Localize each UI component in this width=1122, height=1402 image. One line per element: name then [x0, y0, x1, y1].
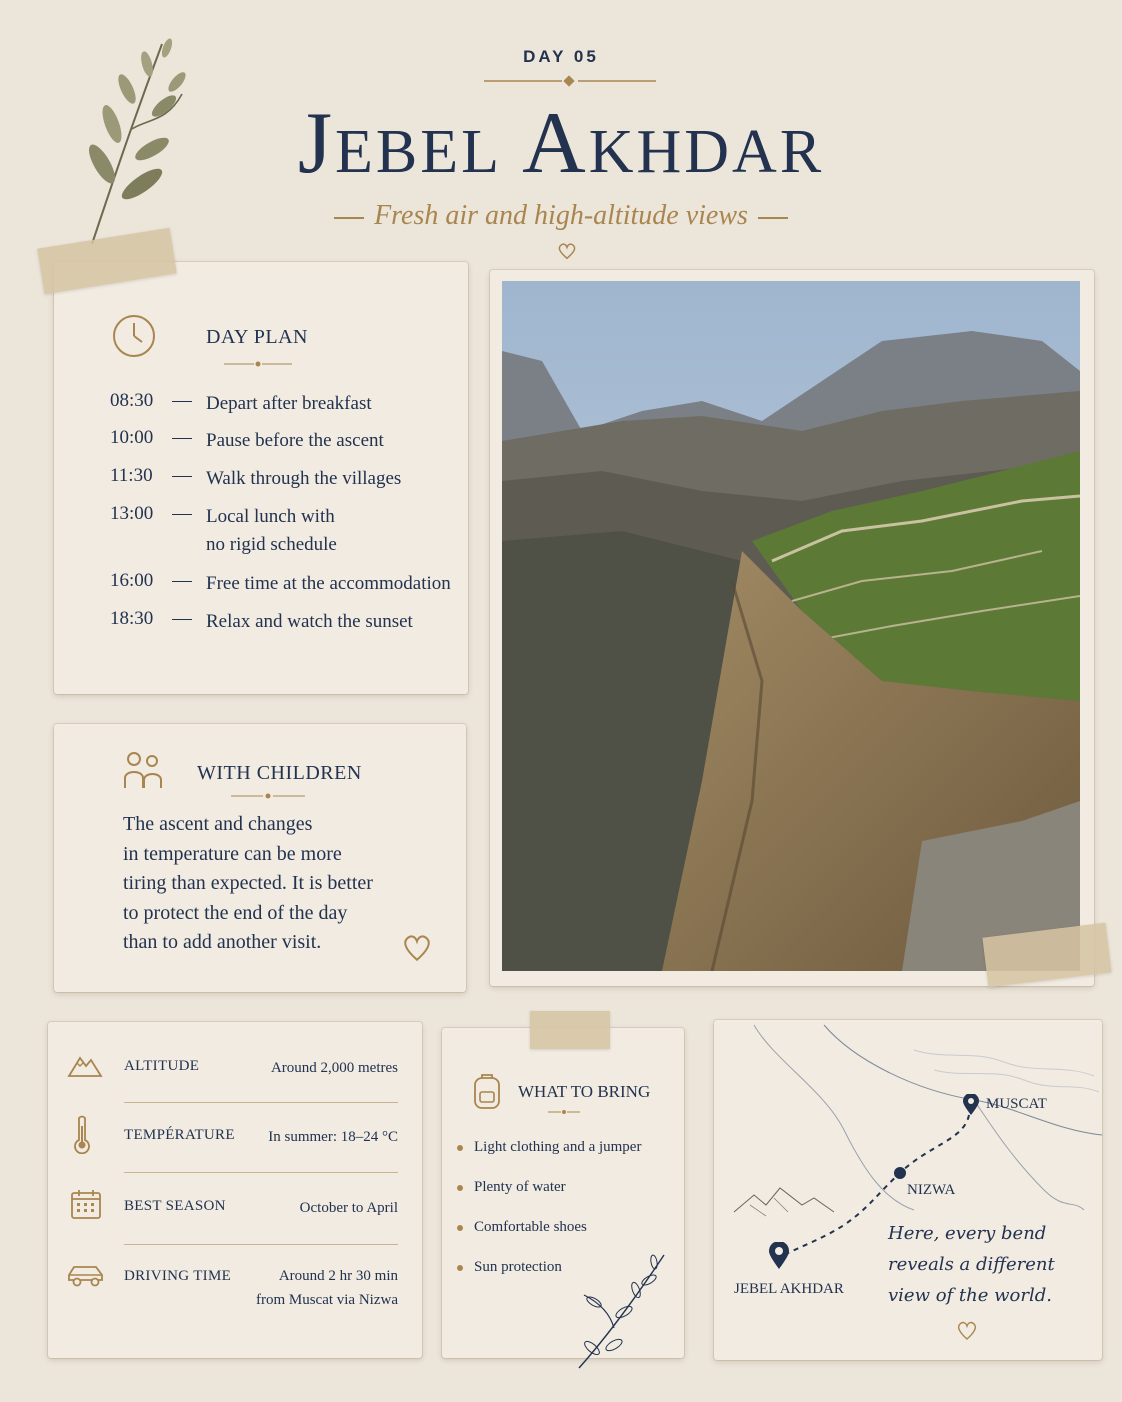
bullet: [457, 1225, 463, 1231]
fact-label: TEMPÉRATURE: [124, 1127, 235, 1143]
location-pin-icon: [962, 1094, 980, 1116]
tape-strip: [530, 1011, 610, 1049]
plan-time: 16:00: [110, 570, 154, 591]
heading-divider: [548, 1107, 580, 1117]
map-label-muscat: MUSCAT: [986, 1096, 1047, 1112]
fact-value: October to April: [299, 1200, 398, 1216]
children-heading: WITH CHILDREN: [197, 762, 362, 784]
bring-item: Comfortable shoes: [474, 1219, 587, 1235]
plan-text: Relax and watch the sunset: [206, 611, 413, 632]
calendar-icon: [70, 1188, 102, 1220]
plan-text: Pause before the ascent: [206, 430, 384, 451]
fact-value: In summer: 18–24 °C: [268, 1129, 398, 1145]
day-plan-heading: DAY PLAN: [206, 326, 308, 348]
bring-heading: WHAT TO BRING: [518, 1082, 651, 1101]
fact-value-line: Around 2 hr 30 min: [278, 1268, 398, 1284]
map-label-nizwa: NIZWA: [907, 1182, 956, 1198]
children-text: [123, 810, 413, 958]
header-divider: [484, 74, 656, 88]
children-line: to protect the end of the day: [123, 901, 348, 924]
fact-label: ALTITUDE: [124, 1058, 200, 1074]
plan-text: Free time at the accommodation: [206, 573, 451, 594]
children-line: tiring than expected. It is better: [123, 872, 373, 894]
heart-icon: [556, 240, 578, 262]
bullet: [457, 1265, 463, 1271]
clock-icon: [111, 313, 157, 359]
fact-divider: [124, 1244, 398, 1245]
fact-value: [256, 1264, 398, 1312]
page-title: Jebel Akhdar: [297, 95, 825, 192]
plan-text: Local lunch with: [206, 506, 335, 527]
car-icon: [66, 1262, 106, 1288]
map-dot: [893, 1166, 907, 1180]
map-quote: [888, 1218, 1088, 1311]
bring-item: Plenty of water: [474, 1179, 566, 1195]
fact-value: Around 2,000 metres: [270, 1060, 398, 1076]
fact-divider: [124, 1102, 398, 1103]
fact-divider: [124, 1172, 398, 1173]
plan-time: 08:30: [110, 390, 154, 411]
bullet: [457, 1185, 463, 1191]
fact-label: BEST SEASON: [124, 1198, 226, 1214]
plan-time: 11:30: [110, 465, 153, 486]
subtitle-text: Fresh air and high-altitude views: [374, 200, 748, 231]
mountain-photo: [502, 281, 1080, 971]
heading-divider: [231, 791, 305, 801]
map-label-jebel: JEBEL AKHDAR: [734, 1281, 844, 1297]
heading-divider: [224, 359, 292, 369]
leaf-sprig-icon: [72, 34, 190, 246]
heart-icon: [955, 1316, 979, 1344]
quote-line: Here, every bend: [888, 1223, 1047, 1244]
plan-text: Depart after breakfast: [206, 393, 372, 414]
fact-label: DRIVING TIME: [124, 1268, 232, 1284]
day-label: DAY 05: [523, 47, 599, 66]
plan-text-continued: no rigid schedule: [206, 534, 337, 555]
plan-time: 18:30: [110, 608, 154, 629]
plan-text: Walk through the villages: [206, 468, 402, 489]
children-line: The ascent and changes: [123, 813, 313, 835]
quote-line: reveals a different: [888, 1254, 1055, 1275]
fact-value-line: from Muscat via Nizwa: [255, 1292, 398, 1308]
family-icon: [122, 750, 164, 790]
bring-item: Light clothing and a jumper: [474, 1139, 642, 1155]
bullet: [457, 1145, 463, 1151]
mountain-icon: [67, 1052, 103, 1078]
quote-line: view of the world.: [888, 1285, 1052, 1306]
plan-time: 10:00: [110, 427, 154, 448]
leaf-sprig-icon: [574, 1250, 674, 1370]
location-pin-icon: [768, 1242, 790, 1270]
thermometer-icon: [72, 1114, 92, 1154]
bring-item: Sun protection: [474, 1259, 562, 1275]
plan-time: 13:00: [110, 503, 154, 524]
children-line: in temperature can be more: [123, 842, 342, 865]
backpack-icon: [471, 1072, 503, 1110]
heart-icon: [400, 930, 434, 964]
children-line: than to add another visit.: [123, 931, 322, 953]
